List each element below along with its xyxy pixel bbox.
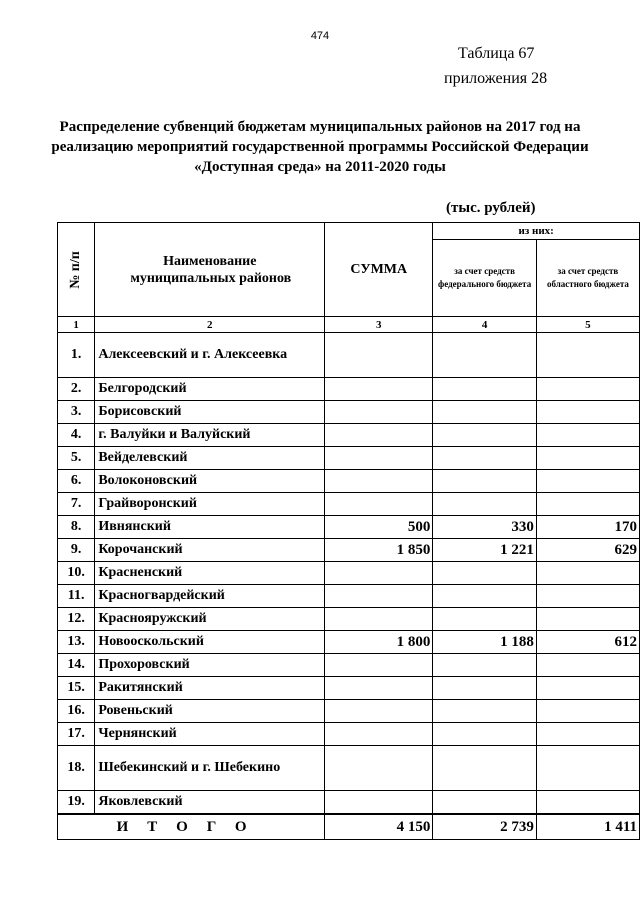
row-number: 11. — [58, 585, 95, 608]
district-name: Красненский — [95, 562, 325, 585]
district-name: Прохоровский — [95, 654, 325, 677]
table-row — [58, 723, 640, 746]
sum-cell: 1 850 — [325, 539, 433, 562]
federal-cell — [433, 447, 536, 470]
total-federal: 2 739 — [433, 814, 536, 840]
row-number: 18. — [58, 746, 95, 791]
total-row — [58, 814, 640, 840]
table-row — [58, 562, 640, 585]
regional-cell: 612 — [536, 631, 639, 654]
federal-cell: 1 221 — [433, 539, 536, 562]
regional-cell — [536, 585, 639, 608]
district-name: Корочанский — [95, 539, 325, 562]
appendix-label: приложения 28 — [444, 70, 548, 87]
table-row — [58, 631, 640, 654]
row-number: 5. — [58, 447, 95, 470]
table-row — [58, 791, 640, 815]
row-number: 4. — [58, 424, 95, 447]
regional-cell — [536, 470, 639, 493]
district-name: Белгородский — [95, 378, 325, 401]
table-row — [58, 677, 640, 700]
table-row — [58, 585, 640, 608]
row-number: 9. — [58, 539, 95, 562]
row-number: 3. — [58, 401, 95, 424]
column-index: 5 — [536, 317, 639, 333]
document-title: Распределение субвенций бюджетам муниципальных районов на 2017 год на реализацию мероприятий государственной программы Российской Федерации «Доступная среда» на 2011-2020 годы — [51, 119, 589, 175]
table-row — [58, 539, 640, 562]
row-number: 19. — [58, 791, 95, 815]
total-regional: 1 411 — [536, 814, 639, 840]
district-name: Волоконовский — [95, 470, 325, 493]
regional-cell — [536, 447, 639, 470]
sum-cell: 500 — [325, 516, 433, 539]
federal-cell — [433, 723, 536, 746]
federal-cell — [433, 791, 536, 815]
sum-cell — [325, 723, 433, 746]
regional-cell — [536, 654, 639, 677]
federal-cell — [433, 378, 536, 401]
district-name: Вейделевский — [95, 447, 325, 470]
sum-cell — [325, 470, 433, 493]
regional-cell: 170 — [536, 516, 639, 539]
table-row — [58, 401, 640, 424]
district-name: Борисовский — [95, 401, 325, 424]
regional-cell — [536, 378, 639, 401]
district-name: Яковлевский — [95, 791, 325, 815]
sum-cell — [325, 493, 433, 516]
federal-cell: 1 188 — [433, 631, 536, 654]
table-row — [58, 700, 640, 723]
total-sum: 4 150 — [325, 814, 433, 840]
district-name: Шебекинский и г. Шебекино — [95, 746, 325, 791]
column-index-row — [58, 317, 640, 333]
row-number: 8. — [58, 516, 95, 539]
units-label: (тыс. рублей) — [446, 200, 536, 216]
total-label: ИТОГО — [58, 814, 325, 840]
district-name: Новооскольский — [95, 631, 325, 654]
row-number: 1. — [58, 333, 95, 378]
sum-cell — [325, 654, 433, 677]
table-label: Таблица 67 — [458, 45, 535, 62]
district-name: Грайворонский — [95, 493, 325, 516]
district-name: Ровеньский — [95, 700, 325, 723]
row-number: 13. — [58, 631, 95, 654]
federal-cell — [433, 746, 536, 791]
regional-cell: 629 — [536, 539, 639, 562]
district-name: г. Валуйки и Валуйский — [95, 424, 325, 447]
sum-cell — [325, 562, 433, 585]
row-number: 12. — [58, 608, 95, 631]
regional-cell — [536, 700, 639, 723]
regional-cell — [536, 608, 639, 631]
federal-cell: 330 — [433, 516, 536, 539]
page-number: 474 — [310, 30, 330, 42]
regional-cell — [536, 791, 639, 815]
table-row — [58, 493, 640, 516]
header-sum: СУММА — [325, 223, 433, 317]
district-name: Чернянский — [95, 723, 325, 746]
sum-cell — [325, 608, 433, 631]
district-name: Алексеевский и г. Алексеевка — [95, 333, 325, 378]
regional-cell — [536, 746, 639, 791]
district-name: Красногвардейский — [95, 585, 325, 608]
table-row — [58, 654, 640, 677]
header-of-which: из них: — [433, 223, 640, 240]
federal-cell — [433, 401, 536, 424]
sum-cell — [325, 333, 433, 378]
header-federal: за счет средств федерального бюджета — [433, 240, 536, 317]
row-number: 10. — [58, 562, 95, 585]
regional-cell — [536, 424, 639, 447]
sum-cell: 1 800 — [325, 631, 433, 654]
table-body — [58, 317, 640, 840]
column-index: 3 — [325, 317, 433, 333]
column-index: 4 — [433, 317, 536, 333]
row-number: 14. — [58, 654, 95, 677]
table-row — [58, 424, 640, 447]
table-row — [58, 608, 640, 631]
district-name: Ракитянский — [95, 677, 325, 700]
sum-cell — [325, 700, 433, 723]
subvention-table — [57, 222, 640, 840]
regional-cell — [536, 333, 639, 378]
row-number: 16. — [58, 700, 95, 723]
table-row — [58, 333, 640, 378]
column-index: 1 — [58, 317, 95, 333]
federal-cell — [433, 608, 536, 631]
federal-cell — [433, 493, 536, 516]
sum-cell — [325, 585, 433, 608]
federal-cell — [433, 677, 536, 700]
column-index: 2 — [95, 317, 325, 333]
sum-cell — [325, 378, 433, 401]
federal-cell — [433, 562, 536, 585]
regional-cell — [536, 562, 639, 585]
table-row — [58, 447, 640, 470]
table-row — [58, 516, 640, 539]
sum-cell — [325, 746, 433, 791]
federal-cell — [433, 700, 536, 723]
sum-cell — [325, 447, 433, 470]
district-name: Ивнянский — [95, 516, 325, 539]
federal-cell — [433, 654, 536, 677]
row-number: 6. — [58, 470, 95, 493]
header-number: № п/п — [58, 223, 95, 317]
sum-cell — [325, 401, 433, 424]
federal-cell — [433, 470, 536, 493]
regional-cell — [536, 723, 639, 746]
table-row — [58, 378, 640, 401]
table-row — [58, 470, 640, 493]
row-number: 7. — [58, 493, 95, 516]
federal-cell — [433, 424, 536, 447]
sum-cell — [325, 791, 433, 815]
table-row — [58, 746, 640, 791]
sum-cell — [325, 677, 433, 700]
header-regional: за счет средств областного бюджета — [536, 240, 639, 317]
regional-cell — [536, 677, 639, 700]
regional-cell — [536, 493, 639, 516]
sum-cell — [325, 424, 433, 447]
row-number: 15. — [58, 677, 95, 700]
row-number: 17. — [58, 723, 95, 746]
regional-cell — [536, 401, 639, 424]
row-number: 2. — [58, 378, 95, 401]
federal-cell — [433, 333, 536, 378]
federal-cell — [433, 585, 536, 608]
district-name: Краснояружский — [95, 608, 325, 631]
header-district-name: Наименование муниципальных районов — [95, 223, 325, 317]
